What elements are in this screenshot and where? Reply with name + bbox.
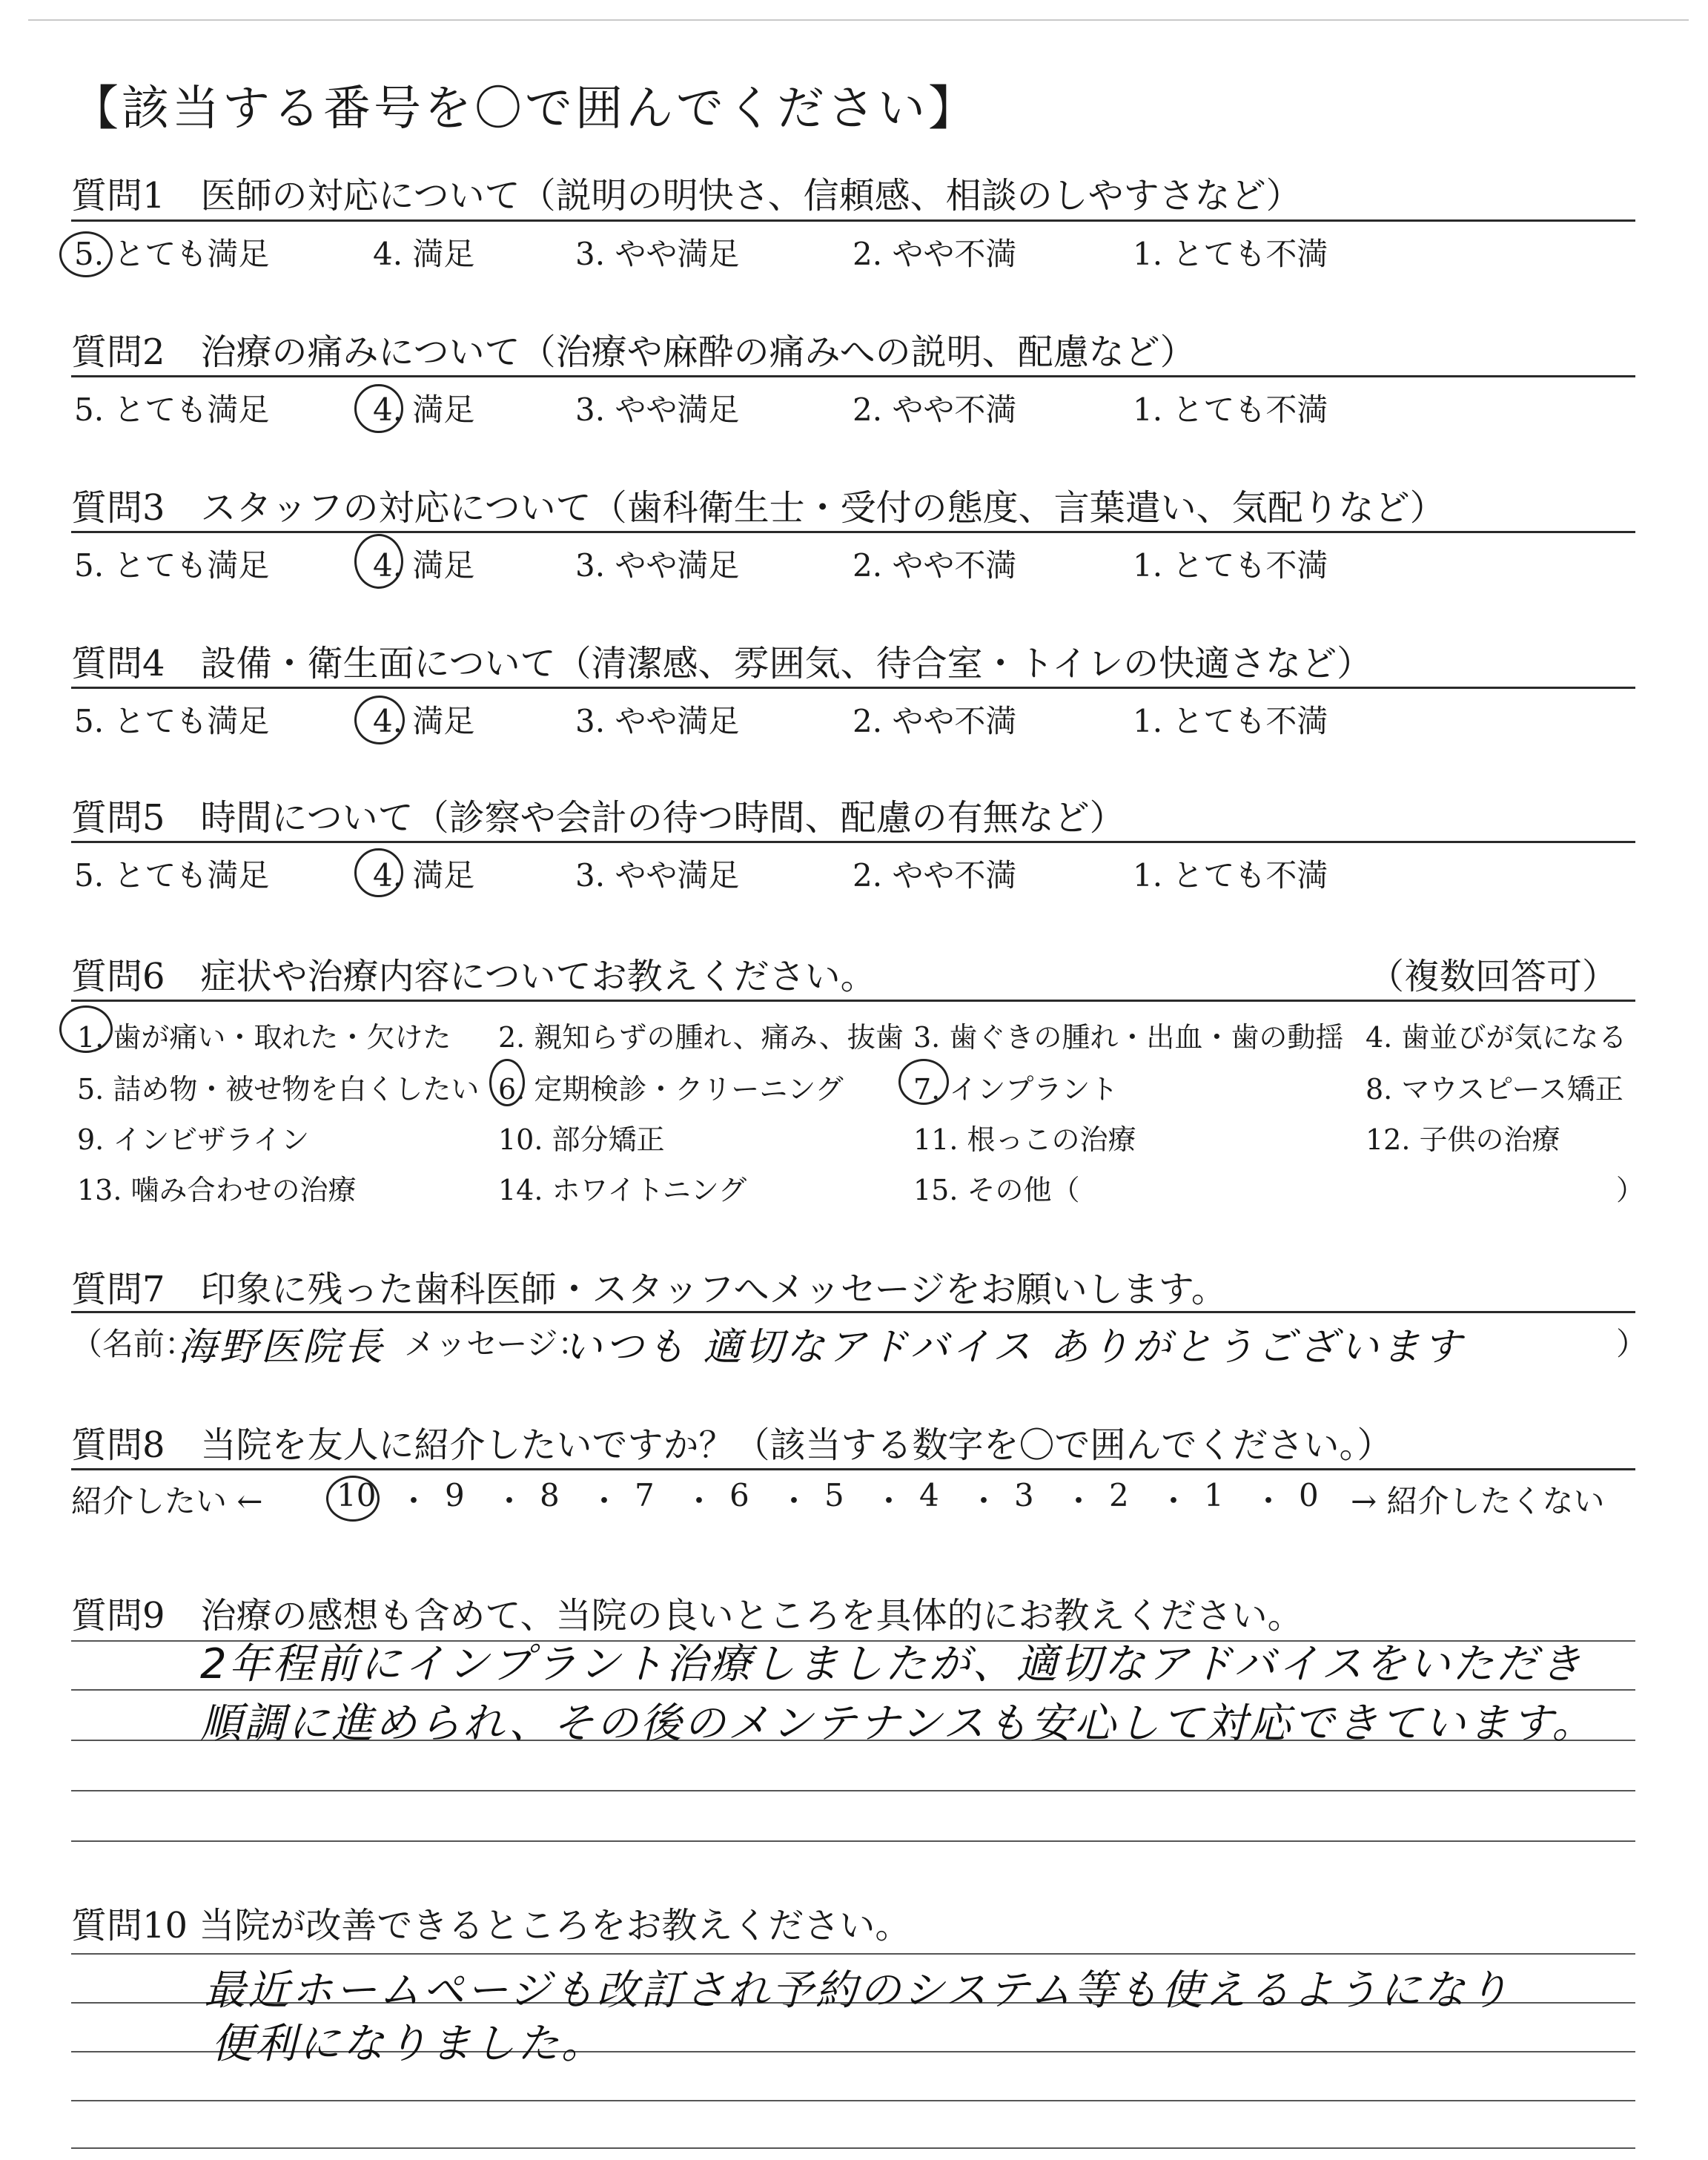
question-6-note: （複数回答可） (1368, 956, 1618, 997)
q6-option-14[interactable]: 14. ホワイトニング (498, 1174, 747, 1206)
q4-answer-circle (354, 696, 405, 744)
q1-option-4[interactable]: 4. 満足 (373, 236, 475, 272)
q6-option-13[interactable]: 13. 噛み合わせの治療 (77, 1174, 357, 1206)
q8-scale-dot: ・ (1063, 1483, 1095, 1519)
q2-option-2[interactable]: 2. やや不満 (853, 392, 1017, 428)
q8-scale-10[interactable]: 10 (337, 1477, 377, 1513)
q6-option-4[interactable]: 4. 歯並びが気になる (1366, 1021, 1627, 1054)
q2-option-1[interactable]: 1. とても不満 (1133, 392, 1328, 428)
q6-option-8[interactable]: 8. マウスピース矯正 (1366, 1073, 1623, 1106)
q2-option-4[interactable]: 4. 満足 (373, 392, 475, 428)
question-5-rule (71, 841, 1635, 843)
q7-name-prefix: （名前： (71, 1326, 196, 1362)
question-1-rule (71, 219, 1635, 222)
q8-scale-dot: ・ (873, 1483, 905, 1519)
q8-scale-dot: ・ (1158, 1483, 1190, 1519)
q4-option-5[interactable]: 5. とても満足 (74, 703, 270, 739)
question-7-label: 質問7 印象に残った歯科医師・スタッフへメッセージをお願いします。 (71, 1269, 1227, 1310)
q2-option-5[interactable]: 5. とても満足 (74, 392, 270, 428)
question-6-rule (71, 1000, 1635, 1002)
question-4-rule (71, 687, 1635, 689)
q7-close-paren: ） (1616, 1326, 1648, 1362)
q4-option-3[interactable]: 3. やや満足 (575, 703, 740, 739)
q5-option-1[interactable]: 1. とても不満 (1133, 857, 1328, 894)
q4-option-2[interactable]: 2. やや不満 (853, 703, 1017, 739)
q8-scale-7[interactable]: 7 (635, 1477, 655, 1513)
q9-answer-line-2[interactable]: 順調に進められ、その後のメンテナンスも安心して対応できています。 (200, 1700, 1596, 1748)
q8-scale-3[interactable]: 3 (1014, 1477, 1034, 1513)
q3-answer-circle (354, 534, 403, 589)
q7-name-handwriting[interactable]: 海野医院長 (178, 1325, 386, 1370)
q6-other-close: ） (1616, 1174, 1645, 1206)
page-title: 【該当する番号を〇で囲んでください】 (71, 82, 979, 136)
q8-scale-dot: ・ (1253, 1483, 1285, 1519)
q6-answer-circle-7 (898, 1059, 949, 1105)
question-8-label: 質問8 当院を友人に紹介したいですか？（該当する数字を〇で囲んでください。） (71, 1424, 1393, 1466)
q9-writing-line (71, 1840, 1635, 1842)
q8-scale-dot: ・ (683, 1483, 715, 1519)
q6-option-9[interactable]: 9. インビザライン (77, 1123, 310, 1156)
q8-scale-dot: ・ (398, 1483, 430, 1519)
q3-option-2[interactable]: 2. やや不満 (853, 547, 1017, 584)
q8-scale-8[interactable]: 8 (540, 1477, 560, 1513)
q7-message-handwriting[interactable]: いつも 適切なアドバイス ありがとうございます (563, 1325, 1465, 1370)
question-6-label: 質問6 症状や治療内容についてお教えください。 (71, 956, 876, 997)
q10-answer-line-2[interactable]: 便利になりました。 (211, 2020, 605, 2068)
q3-option-3[interactable]: 3. やや満足 (575, 547, 740, 584)
question-10-label: 質問10 当院が改善できるところをお教えください。 (71, 1905, 911, 1946)
q5-option-2[interactable]: 2. やや不満 (853, 857, 1017, 894)
q3-option-1[interactable]: 1. とても不満 (1133, 547, 1328, 584)
q6-option-10[interactable]: 10. 部分矯正 (498, 1123, 665, 1156)
q6-option-1[interactable]: 1. 歯が痛い・取れた・欠けた (77, 1021, 451, 1054)
q6-option-7[interactable]: 7. インプラント (913, 1073, 1119, 1106)
q4-option-4[interactable]: 4. 満足 (373, 703, 475, 739)
q6-answer-circle-1 (59, 1005, 113, 1053)
q1-option-5[interactable]: 5. とても満足 (74, 236, 270, 272)
q8-answer-circle (326, 1476, 380, 1522)
q10-answer-line-1[interactable]: 最近ホームページも改訂され予約のシステム等も使えるようになり (204, 1966, 1512, 2015)
question-5-label: 質問5 時間について（診察や会計の待つ時間、配慮の有無など） (71, 797, 1125, 839)
q8-scale-dot: ・ (778, 1483, 810, 1519)
q3-option-4[interactable]: 4. 満足 (373, 547, 475, 584)
q10-writing-line (71, 2147, 1635, 2149)
q9-writing-line (71, 1790, 1635, 1791)
q7-message-prefix: メッセージ： (404, 1326, 589, 1362)
q8-scale-6[interactable]: 6 (729, 1477, 749, 1513)
question-2-rule (71, 375, 1635, 377)
q3-option-5[interactable]: 5. とても満足 (74, 547, 270, 584)
q5-option-3[interactable]: 3. やや満足 (575, 857, 740, 894)
q1-option-2[interactable]: 2. やや不満 (853, 236, 1017, 272)
q8-scale-4[interactable]: 4 (919, 1477, 939, 1513)
question-3-label: 質問3 スタッフの対応について（歯科衛生士・受付の態度、言葉遣い、気配りなど） (71, 487, 1446, 529)
q1-option-3[interactable]: 3. やや満足 (575, 236, 740, 272)
q2-answer-circle (354, 384, 403, 433)
question-9-label: 質問9 治療の感想も含めて、当院の良いところを具体的にお教えください。 (71, 1595, 1303, 1636)
q6-answer-circle-6 (489, 1059, 525, 1106)
q6-option-12[interactable]: 12. 子供の治療 (1366, 1123, 1560, 1156)
q1-answer-circle (59, 231, 113, 277)
q5-answer-circle (354, 848, 403, 897)
q8-scale-2[interactable]: 2 (1109, 1477, 1129, 1513)
q6-option-6[interactable]: 6. 定期検診・クリーニング (498, 1073, 844, 1106)
q8-left-label: 紹介したい ← (71, 1483, 263, 1519)
q5-option-4[interactable]: 4. 満足 (373, 857, 475, 894)
question-3-rule (71, 531, 1635, 533)
q4-option-1[interactable]: 1. とても不満 (1133, 703, 1328, 739)
question-4-label: 質問4 設備・衛生面について（清潔感、雰囲気、待合室・トイレの快適さなど） (71, 643, 1373, 684)
q2-option-3[interactable]: 3. やや満足 (575, 392, 740, 428)
q8-scale-dot: ・ (494, 1483, 526, 1519)
question-8-rule (71, 1468, 1635, 1470)
q5-option-5[interactable]: 5. とても満足 (74, 857, 270, 894)
q8-scale-5[interactable]: 5 (824, 1477, 844, 1513)
page-top-border (28, 19, 1689, 21)
q6-option-3[interactable]: 3. 歯ぐきの腫れ・出血・歯の動揺 (913, 1021, 1344, 1054)
q1-option-1[interactable]: 1. とても不満 (1133, 236, 1328, 272)
q10-writing-line (71, 2100, 1635, 2101)
question-1-label: 質問1 医師の対応について（説明の明快さ、信頼感、相談のしやすさなど） (71, 175, 1302, 217)
q9-answer-line-1[interactable]: 2年程前にインプラント治療しましたが、適切なアドバイスをいただき (200, 1640, 1583, 1688)
q8-scale-0[interactable]: 0 (1299, 1477, 1319, 1513)
q8-right-label: → 紹介したくない (1351, 1483, 1605, 1519)
q10-writing-line (71, 1953, 1635, 1955)
question-7-rule (71, 1311, 1635, 1313)
q8-scale-dot: ・ (589, 1483, 620, 1519)
q6-option-5[interactable]: 5. 詰め物・被せ物を白くしたい (77, 1073, 480, 1106)
q8-scale-dot: ・ (968, 1483, 1000, 1519)
q8-scale-9[interactable]: 9 (445, 1477, 465, 1513)
q8-scale-1[interactable]: 1 (1204, 1477, 1224, 1513)
question-2-label: 質問2 治療の痛みについて（治療や麻酔の痛みへの説明、配慮など） (71, 331, 1196, 373)
q6-option-2[interactable]: 2. 親知らずの腫れ、痛み、抜歯 (498, 1021, 904, 1054)
q6-option-11[interactable]: 11. 根っこの治療 (913, 1123, 1136, 1156)
q6-option-15[interactable]: 15. その他（ (913, 1174, 1080, 1206)
